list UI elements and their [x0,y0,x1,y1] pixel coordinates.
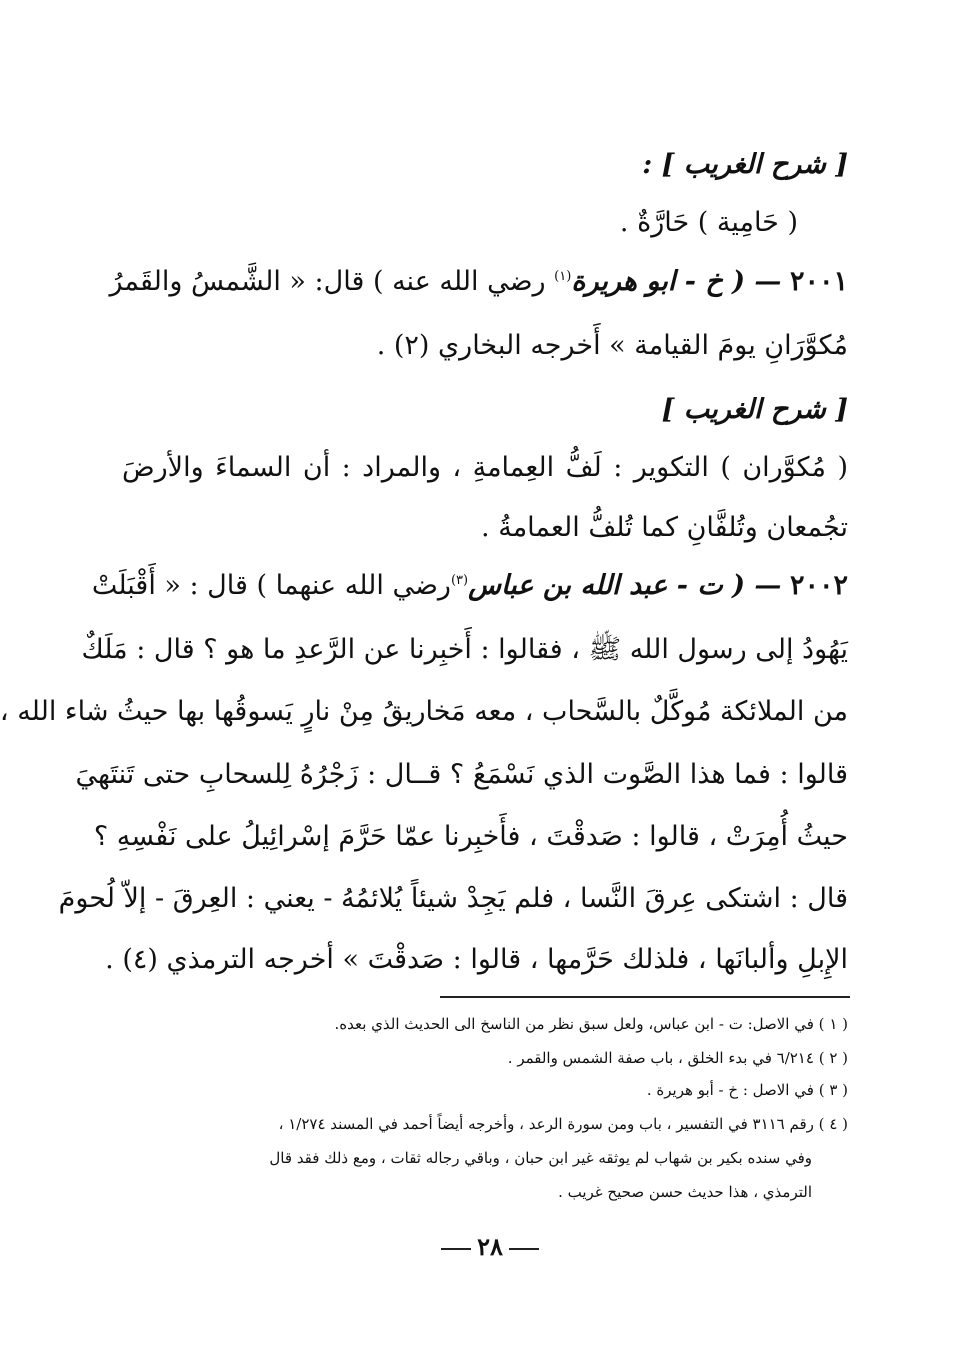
hadith-2002-line-7: الإِبلِ وألبانَها ، فلذلك حَرَّمها ، قالوا : صَدقْتَ » أخرجه الترمذي (٤) . [105,944,848,975]
hadith-2002-line-1 [91,566,848,606]
hadith-2001-line-2: مُكوَّرَانِ يومَ القيامة » أَخرجه البخاري (٢) . [376,330,848,361]
hadith-2002-line-6: قال : اشتكى عِرقَ النَّسا ، فلم يَجِدْ شيئاً يُلائمُهُ - يعني : العِرقَ - إلاّ لُحومَ [58,883,848,914]
hadith-2001-line-1 [109,262,848,302]
hadith-source: — ( خ - ابو هريرة [571,266,782,297]
hadith-number: ٢٠٠٢ [789,570,848,601]
page-number [12,1232,968,1261]
hadith-2002-line-4: قالوا : فما هذا الصَّوت الذي نَسْمَعُ ؟ قــال : زَجْرُهُ لِلسحابِ حتى تَنتَهيَ [75,759,848,790]
page-number-value: ٢٨ [477,1232,503,1261]
hadith-2002-line-5: حيثُ أُمِرَتْ ، قالوا : صَدقْتَ ، فأَخبِرنا عمّا حَرَّمَ إسْرائِيلُ على نَفْسِهِ ؟ [93,821,848,852]
page-number-dash [441,1248,471,1250]
footnote-4-line-3: الترمذي ، هذا حديث حسن صحيح غريب . [558,1183,812,1201]
footnote-3: ( ٣ ) في الاصل : خ - أبو هريرة . [646,1081,848,1099]
hadith-2002-line-2: يَهُودُ إلى رسول الله ﷺ ، فقالوا : أَخبِرنا عن الرَّعدِ ما هو ؟ قال : مَلَكٌ [81,634,848,665]
footnote-ref: (١) [554,269,572,284]
gloss-heading-2: [ شرح الغريب ] [661,394,848,425]
footnote-4-line-1: ( ٤ ) رقم ٣١١٦ في التفسير ، باب ومن سورة الرعد ، وأخرجه أيضاً أحمد في المسند ١/٢٧٤ ، [278,1115,848,1133]
hadith-text: رضي الله عنه ) قال: « الشَّمسُ والقَمرُ [109,266,555,297]
hadith-2002-line-3: من الملائكة مُوكَّلٌ بالسَّحاب ، معه مَخاريقُ مِنْ نارٍ يَسوقُها بها حيثُ شاء الله ، [0,696,848,727]
footnote-ref: (٣) [450,573,469,588]
gloss-heading-1: [ شرح الغريب ] : [642,149,848,180]
hadith-source: — ( ت - عبد الله بن عباس [468,570,782,601]
footnote-2: ( ٢ ) ٦/٢١٤ في بدء الخلق ، باب صفة الشمس والقمر . [507,1049,848,1067]
hadith-number: ٢٠٠١ [789,266,848,297]
gloss-2001-line-2: تجُمعان وتُلفَّانِ كما تُلفُّ العمامةُ . [481,512,848,543]
page-number-dash [509,1248,539,1250]
gloss-line-hamiya: ( حَامِية ) حَارَّةٌ . [619,207,798,238]
footnote-separator [440,996,850,998]
footnote-1: ( ١ ) في الاصل: ت - ابن عباس، ولعل سبق نظر من الناسخ الى الحديث الذي بعده. [334,1015,848,1033]
hadith-text: رضي الله عنهما ) قال : « أَقْبَلَتْ [91,570,451,601]
footnote-4-line-2: وفي سنده بكير بن شهاب لم يوثقه غير ابن حبان ، وباقي رجاله ثقات ، ومع ذلك فقد قال [269,1149,812,1167]
gloss-2001-line-1: ( مُكوَّران ) التكوير : لَفُّ العِمامةِ ، والمراد : أن السماءَ والأرضَ [122,452,848,483]
